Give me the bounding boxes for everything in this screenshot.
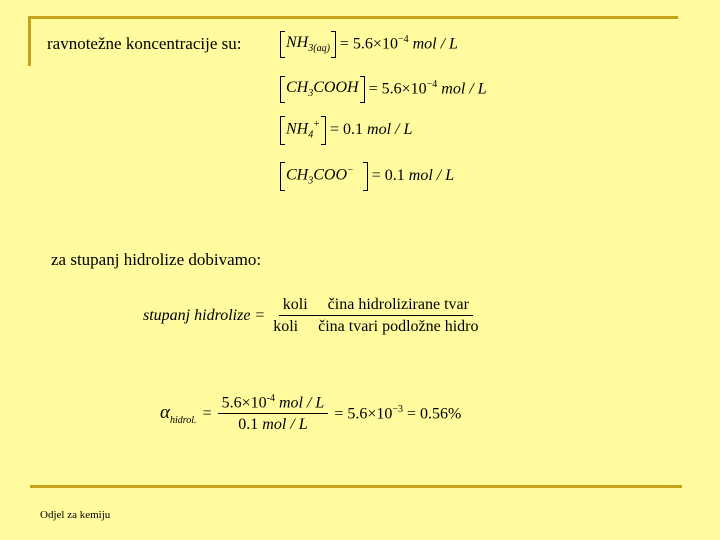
ch3cooh-value: = $5.6\times 10^{-4}$ mol / L bbox=[368, 79, 487, 98]
nh4-value: = 0.1 mol / L bbox=[329, 120, 413, 138]
alpha-fraction bbox=[218, 393, 329, 434]
nh4-bracket: $NH_4^+$ bbox=[280, 119, 326, 141]
heading-hydrolysis-text: za stupanj hidrolize dobivamo: bbox=[51, 250, 262, 269]
conc-nh3 bbox=[280, 34, 458, 54]
alpha-calculation bbox=[160, 393, 461, 434]
formula-fraction bbox=[269, 296, 482, 336]
hydrolysis-formula bbox=[143, 296, 483, 336]
nh3-value: = $5.6\times 10^{-4}$ mol / L bbox=[339, 34, 458, 53]
formula-lhs: stupanj hidrolize = bbox=[143, 307, 266, 324]
left-rule bbox=[28, 16, 31, 66]
formula-denominator: koli čina tvari podložne hidro bbox=[273, 318, 479, 335]
alpha-eq: = bbox=[202, 404, 212, 422]
conc-ch3cooh bbox=[280, 79, 487, 99]
formula-numerator: koli čina hidrolizirane tvar bbox=[279, 296, 473, 316]
conc-nh4 bbox=[280, 119, 412, 141]
conc-ch3coo bbox=[280, 165, 454, 187]
ch3coo-value: = 0.1 mol / L bbox=[371, 166, 455, 184]
alpha-result: = $5.6\times 10^{-3} = 0.56\%$ bbox=[334, 404, 462, 423]
alpha-symbol: $\alpha_{hidrol.}$ bbox=[160, 401, 197, 426]
alpha-numerator: $5.6\times 10^{-4}$ mol / L bbox=[218, 393, 329, 414]
heading-equilibrium bbox=[47, 34, 241, 54]
heading-hydrolysis bbox=[51, 250, 261, 270]
footer-text: Odjel za kemiju bbox=[40, 509, 111, 521]
bottom-rule bbox=[30, 485, 682, 488]
alpha-denominator: 0.1 mol / L bbox=[238, 416, 308, 434]
ch3cooh-bracket: $CH_3COOH$ bbox=[280, 79, 365, 99]
nh3-bracket: $NH_{3(aq)}$ bbox=[280, 34, 336, 54]
top-rule bbox=[30, 16, 678, 19]
heading-equilibrium-text: ravnotežne koncentracije su: bbox=[47, 34, 242, 53]
ch3coo-bracket: $CH_3COO^-$ bbox=[280, 165, 368, 187]
